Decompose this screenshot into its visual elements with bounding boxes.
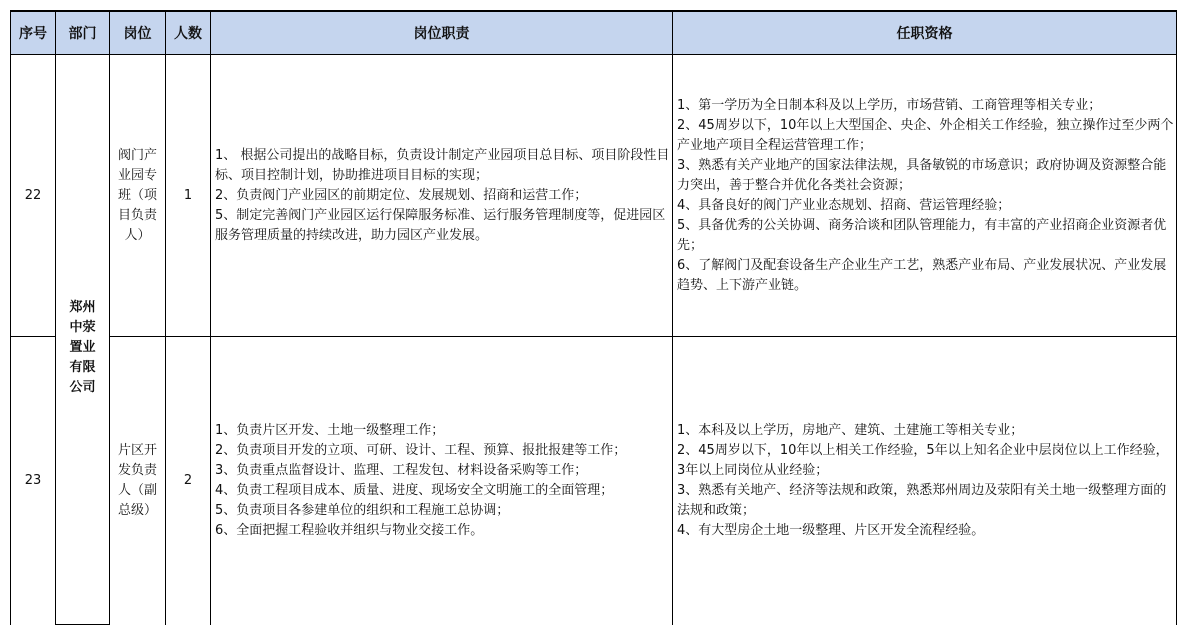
duty-line: 1、 根据公司提出的战略目标，负责设计制定产业园项目总目标、项目阶段性目标、项目控制计划，协助推进项目目标的实现； [215,147,670,183]
row-position: 阀门产业园专班（项目负责人） [110,55,166,337]
duty-line: 3、负责重点监督设计、监理、工程发包、材料设备采购等工作； [215,462,588,478]
duty-line: 1、负责片区开发、土地一级整理工作； [215,422,445,438]
row-seq: 22 [11,55,56,337]
row-qualifications [673,55,1177,337]
row-qualifications [673,337,1177,625]
duty-line: 5、制定完善阀门产业园区运行保障服务标准、运行服务管理制度等，促进园区服务管理质量的持续改进，助力园区产业发展。 [215,207,666,243]
header-row [11,11,1177,55]
row-count: 1 [166,55,211,337]
row-duties [211,337,673,625]
department-cell [56,55,110,625]
qualification-line: 5、具备优秀的公关协调、商务洽谈和团队管理能力，有丰富的产业招商企业资源者优先； [677,217,1167,253]
qualification-line: 4、有大型房企土地一级整理、片区开发全流程经验。 [677,522,985,538]
header-count: 人数 [166,11,211,55]
qualification-line: 3、熟悉有关产业地产的国家法律法规，具备敏锐的市场意识；政府协调及资源整合能力突出，善于整合并优化各类社会资源； [677,157,1167,193]
qualification-line: 1、第一学历为全日制本科及以上学历，市场营销、工商管理等相关专业； [677,97,1102,113]
qualification-line: 4、具备良好的阀门产业业态规划、招商、营运管理经验； [677,197,1011,213]
header-qualifications: 任职资格 [673,11,1177,55]
job-table [10,10,1177,625]
qualification-line: 1、本科及以上学历，房地产、建筑、土建施工等相关专业； [677,422,1024,438]
duty-line: 2、负责阀门产业园区的前期定位、发展规划、招商和运营工作； [215,187,588,203]
row-position: 片区开发负责人（副总级） [110,337,166,625]
row-duties [211,55,673,337]
duty-line: 4、负责工程项目成本、质量、进度、现场安全文明施工的全面管理； [215,482,614,498]
header-dept: 部门 [56,11,110,55]
qualification-line: 3、熟悉有关地产、经济等法规和政策，熟悉郑州周边及荥阳有关土地一级整理方面的法规和政策； [677,482,1167,518]
qualification-line: 2、45周岁以下，10年以上相关工作经验，5年以上知名企业中层岗位以上工作经验，3年以上同岗位从业经验； [677,442,1169,478]
row-seq: 23 [11,337,56,625]
department-name: 郑州中荥置业有限公司 [69,299,96,395]
duty-line: 6、全面把握工程验收并组织与物业交接工作。 [215,522,484,538]
duty-line: 2、负责项目开发的立项、可研、设计、工程、预算、报批报建等工作； [215,442,627,458]
qualification-line: 6、了解阀门及配套设备生产企业生产工艺，熟悉产业布局、产业发展状况、产业发展趋势、上下游产业链。 [677,257,1167,293]
qualification-line: 2、45周岁以下，10年以上大型国企、央企、外企相关工作经验，独立操作过至少两个产业地产项目全程运营管理工作； [677,117,1174,153]
duty-line: 5、负责项目各参建单位的组织和工程施工总协调； [215,502,510,518]
header-duties: 岗位职责 [211,11,673,55]
header-seq: 序号 [11,11,56,55]
table-row [11,55,1177,337]
row-count: 2 [166,337,211,625]
header-position: 岗位 [110,11,166,55]
table-row [11,337,1177,625]
